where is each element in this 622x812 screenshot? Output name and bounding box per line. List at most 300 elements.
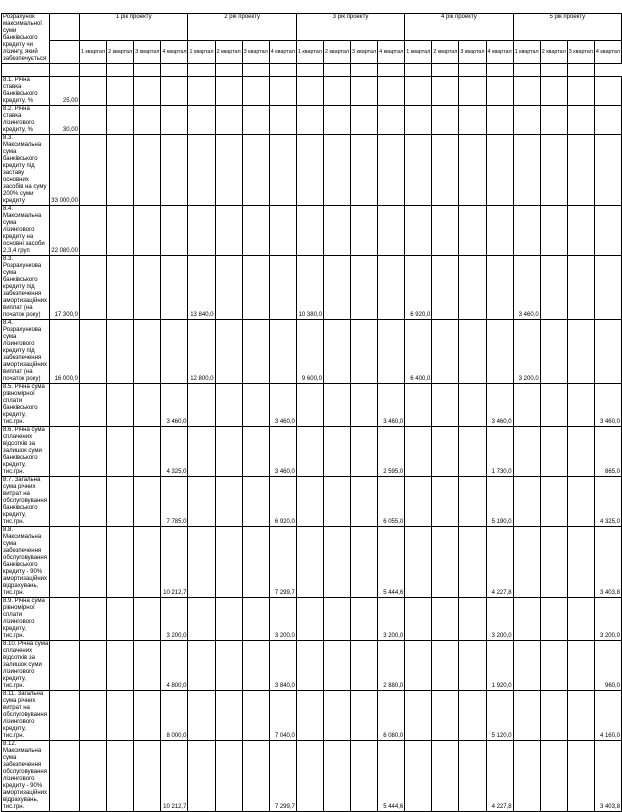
empty-cell — [134, 691, 161, 741]
empty-cell — [540, 477, 567, 527]
empty-cell — [215, 77, 242, 106]
empty-cell — [188, 741, 215, 812]
empty-cell — [513, 477, 540, 527]
empty-cell — [134, 598, 161, 641]
empty-cell — [107, 598, 134, 641]
empty-cell — [79, 691, 106, 741]
empty-cell — [351, 427, 378, 477]
value-cell: 5 120,0 — [486, 691, 513, 741]
empty-cell — [161, 135, 188, 206]
empty-cell — [432, 598, 459, 641]
empty-cell — [215, 320, 242, 384]
empty-cell — [513, 598, 540, 641]
empty-cell — [405, 598, 432, 641]
empty-cell — [188, 77, 215, 106]
empty-cell — [567, 477, 594, 527]
quarter-header: 3 квартал — [459, 41, 486, 64]
empty-cell — [540, 598, 567, 641]
empty-cell — [432, 77, 459, 106]
empty-cell — [459, 320, 486, 384]
empty-cell — [296, 384, 323, 427]
base-value-cell — [50, 527, 80, 598]
empty-cell — [79, 135, 106, 206]
quarter-header: 1 квартал — [513, 41, 540, 64]
value-cell: 865,0 — [594, 427, 621, 477]
value-cell: 2 880,0 — [378, 641, 405, 691]
empty-cell — [215, 427, 242, 477]
base-value-cell: 17 300,0 — [50, 256, 80, 320]
empty-cell — [513, 427, 540, 477]
empty-cell — [459, 477, 486, 527]
empty-cell — [323, 527, 350, 598]
base-value-cell — [50, 641, 80, 691]
empty-cell — [323, 206, 350, 256]
empty-cell — [351, 477, 378, 527]
empty-cell — [378, 206, 405, 256]
quarter-header: 1 квартал — [79, 41, 106, 64]
quarter-header: 1 квартал — [188, 41, 215, 64]
empty-cell — [459, 77, 486, 106]
base-value-cell — [50, 384, 80, 427]
empty-cell — [296, 598, 323, 641]
empty-cell — [540, 384, 567, 427]
empty-cell — [161, 256, 188, 320]
empty-cell — [323, 256, 350, 320]
empty-cell — [107, 77, 134, 106]
value-cell: 8 000,0 — [161, 691, 188, 741]
empty-cell — [459, 384, 486, 427]
base-value-cell — [50, 741, 80, 812]
empty-cell — [540, 206, 567, 256]
empty-cell — [351, 598, 378, 641]
empty-cell — [107, 106, 134, 135]
empty-cell — [513, 77, 540, 106]
empty-cell — [432, 741, 459, 812]
empty-cell — [242, 527, 269, 598]
row-label: 8.7. Загальна сума річних витрат на обслуговування банківського кредиту, тис.грн. — [2, 477, 50, 527]
empty-cell — [540, 256, 567, 320]
row-label: 8.6. Річна сума сплачених відсотків за залишок суми банківського кредиту, тис.грн. — [2, 427, 50, 477]
empty-cell — [242, 691, 269, 741]
base-value-cell — [50, 427, 80, 477]
empty-cell — [134, 320, 161, 384]
empty-cell — [323, 741, 350, 812]
value-cell: 7 299,7 — [269, 527, 296, 598]
empty-cell — [215, 477, 242, 527]
empty-cell — [486, 135, 513, 206]
value-cell: 5 444,6 — [378, 527, 405, 598]
empty-cell — [242, 135, 269, 206]
quarter-header: 4 квартал — [269, 41, 296, 64]
empty-cell — [567, 427, 594, 477]
empty-cell — [459, 527, 486, 598]
empty-cell — [351, 527, 378, 598]
value-cell: 3 403,8 — [594, 527, 621, 598]
empty-cell — [323, 77, 350, 106]
empty-cell — [107, 641, 134, 691]
empty-cell — [50, 64, 80, 77]
empty-cell — [513, 741, 540, 812]
value-cell: 3 200,0 — [161, 598, 188, 641]
empty-cell — [188, 384, 215, 427]
empty-cell — [242, 320, 269, 384]
empty-cell — [432, 527, 459, 598]
empty-cell — [513, 384, 540, 427]
empty-cell — [594, 135, 621, 206]
empty-cell — [540, 691, 567, 741]
value-cell: 3 460,0 — [269, 384, 296, 427]
empty-cell — [242, 256, 269, 320]
credit-calculation-table — [1, 13, 622, 812]
empty-cell — [188, 427, 215, 477]
empty-cell — [459, 427, 486, 477]
empty-cell — [188, 206, 215, 256]
empty-cell — [242, 77, 269, 106]
empty-cell — [134, 256, 161, 320]
empty-cell — [540, 641, 567, 691]
empty-cell — [540, 135, 567, 206]
empty-cell — [188, 598, 215, 641]
empty-cell — [79, 206, 106, 256]
empty-cell — [567, 64, 594, 77]
empty-cell — [79, 641, 106, 691]
row-label: 8.12. Максимальна сума забезпечення обслуговування лізингового кредиту - 90% амортизаційних відрахувань, тис.грн. — [2, 741, 50, 812]
empty-cell — [242, 641, 269, 691]
empty-cell — [486, 64, 513, 77]
empty-cell — [161, 64, 188, 77]
empty-cell — [242, 206, 269, 256]
empty-cell — [432, 256, 459, 320]
empty-cell — [134, 427, 161, 477]
row-label: 8.1. Річна ставка банківського кредиту, % — [2, 77, 50, 106]
empty-cell — [79, 320, 106, 384]
empty-cell — [405, 206, 432, 256]
empty-cell — [242, 106, 269, 135]
empty-cell — [79, 64, 106, 77]
year-header: 1 рік проекту — [79, 14, 188, 41]
empty-cell — [486, 77, 513, 106]
quarter-header: 3 квартал — [242, 41, 269, 64]
header-spacer — [50, 41, 80, 64]
empty-cell — [459, 256, 486, 320]
value-cell: 10 212,7 — [161, 741, 188, 812]
value-cell: 3 460,0 — [486, 384, 513, 427]
row-label: 8.5. Річна сума рівномірної сплати банківського кредиту, тис.грн. — [2, 384, 50, 427]
empty-cell — [107, 384, 134, 427]
empty-cell — [540, 427, 567, 477]
value-cell: 9 600,0 — [296, 320, 323, 384]
year-header: 3 рік проекту — [296, 14, 404, 41]
empty-cell — [296, 206, 323, 256]
empty-cell — [405, 641, 432, 691]
quarter-header: 4 квартал — [594, 41, 621, 64]
empty-cell — [215, 384, 242, 427]
quarter-header: 2 квартал — [540, 41, 567, 64]
empty-cell — [540, 64, 567, 77]
empty-cell — [432, 206, 459, 256]
empty-cell — [405, 527, 432, 598]
empty-cell — [134, 206, 161, 256]
empty-cell — [242, 384, 269, 427]
empty-cell — [188, 641, 215, 691]
empty-cell — [432, 641, 459, 691]
value-cell: 4 227,8 — [486, 527, 513, 598]
empty-cell — [432, 64, 459, 77]
value-cell: 960,0 — [594, 641, 621, 691]
value-cell: 12 800,0 — [188, 320, 215, 384]
empty-cell — [486, 320, 513, 384]
empty-cell — [242, 598, 269, 641]
empty-cell — [594, 256, 621, 320]
empty-cell — [459, 598, 486, 641]
value-cell: 7 040,0 — [269, 691, 296, 741]
empty-cell — [161, 206, 188, 256]
empty-cell — [405, 135, 432, 206]
header-spacer — [50, 14, 80, 41]
empty-cell — [405, 427, 432, 477]
empty-cell — [351, 206, 378, 256]
empty-cell — [432, 691, 459, 741]
empty-cell — [188, 477, 215, 527]
row-label: 8.10. Річна сума сплачених відсотків за залишок суми лізингового кредиту, тис.грн. — [3, 641, 49, 689]
empty-cell — [215, 256, 242, 320]
empty-cell — [161, 320, 188, 384]
empty-cell — [215, 64, 242, 77]
empty-cell — [215, 641, 242, 691]
base-value-cell — [50, 477, 80, 527]
value-cell: 3 460,0 — [378, 384, 405, 427]
empty-cell — [540, 320, 567, 384]
empty-cell — [79, 741, 106, 812]
row-label: 8.8. Максимальна сума забезпечення обслуговування банківського кредиту - 90% амортизаційних відрахувань, тис.грн. — [2, 527, 50, 598]
empty-cell — [107, 477, 134, 527]
empty-cell — [432, 135, 459, 206]
empty-cell — [323, 477, 350, 527]
empty-cell — [432, 427, 459, 477]
empty-cell — [2, 64, 50, 77]
empty-cell — [378, 320, 405, 384]
value-cell: 6 080,0 — [378, 691, 405, 741]
value-cell: 4 160,0 — [594, 691, 621, 741]
empty-cell — [188, 64, 215, 77]
empty-cell — [567, 741, 594, 812]
empty-cell — [296, 77, 323, 106]
base-value-cell: 30,00 — [50, 106, 80, 135]
empty-cell — [540, 741, 567, 812]
empty-cell — [378, 135, 405, 206]
empty-cell — [351, 256, 378, 320]
empty-cell — [513, 106, 540, 135]
empty-cell — [323, 135, 350, 206]
empty-cell — [351, 384, 378, 427]
value-cell: 7 299,7 — [269, 741, 296, 812]
empty-cell — [567, 527, 594, 598]
empty-cell — [351, 641, 378, 691]
empty-cell — [269, 256, 296, 320]
empty-cell — [323, 691, 350, 741]
empty-cell — [215, 106, 242, 135]
empty-cell — [188, 135, 215, 206]
value-cell: 3 460,0 — [594, 384, 621, 427]
empty-cell — [432, 320, 459, 384]
empty-cell — [567, 691, 594, 741]
empty-cell — [486, 256, 513, 320]
empty-cell — [405, 691, 432, 741]
empty-cell — [79, 256, 106, 320]
quarter-header: 2 квартал — [107, 41, 134, 64]
row-label: 8.4. Максимальна сума лізингового кредиту на основні засоби 2,3,4 груп — [2, 206, 50, 256]
empty-cell — [79, 598, 106, 641]
base-value-cell — [50, 691, 80, 741]
empty-cell — [296, 427, 323, 477]
empty-cell — [405, 384, 432, 427]
row-label: 8.11. Загальна сума річних витрат на обслуговування лізингового кредиту, тис.грн. — [2, 691, 50, 741]
empty-cell — [567, 135, 594, 206]
quarter-header: 4 квартал — [161, 41, 188, 64]
empty-cell — [459, 64, 486, 77]
empty-cell — [107, 64, 134, 77]
empty-cell — [134, 741, 161, 812]
quarter-header: 4 квартал — [378, 41, 405, 64]
row-label: 8.3. Розрахункова сума банківського кредиту під забезпечення амортизаційних виплат (на початок року) — [2, 256, 50, 320]
quarter-header: 1 квартал — [405, 41, 432, 64]
empty-cell — [405, 77, 432, 106]
value-cell: 5 190,0 — [486, 477, 513, 527]
base-value-cell: 22 080,00 — [50, 206, 80, 256]
value-cell: 5 444,6 — [378, 741, 405, 812]
empty-cell — [378, 106, 405, 135]
empty-cell — [513, 641, 540, 691]
value-cell: 13 840,0 — [188, 256, 215, 320]
empty-cell — [188, 691, 215, 741]
empty-cell — [296, 527, 323, 598]
empty-cell — [459, 741, 486, 812]
value-cell: 3 200,0 — [513, 320, 540, 384]
value-cell: 3 460,0 — [513, 256, 540, 320]
value-cell: 4 325,0 — [161, 427, 188, 477]
empty-cell — [134, 64, 161, 77]
empty-cell — [486, 106, 513, 135]
empty-cell — [269, 206, 296, 256]
quarter-header: 3 квартал — [134, 41, 161, 64]
empty-cell — [296, 135, 323, 206]
quarter-header: 3 квартал — [351, 41, 378, 64]
empty-cell — [513, 64, 540, 77]
empty-cell — [351, 691, 378, 741]
empty-cell — [432, 477, 459, 527]
empty-cell — [351, 320, 378, 384]
value-cell: 2 595,0 — [378, 427, 405, 477]
value-cell: 6 400,0 — [405, 320, 432, 384]
base-value-cell: 16 000,0 — [50, 320, 80, 384]
empty-cell — [269, 106, 296, 135]
base-value-cell: 25,00 — [50, 77, 80, 106]
empty-cell — [323, 641, 350, 691]
empty-cell — [378, 64, 405, 77]
empty-cell — [513, 135, 540, 206]
empty-cell — [378, 77, 405, 106]
value-cell: 3 200,0 — [269, 598, 296, 641]
empty-cell — [567, 320, 594, 384]
empty-cell — [459, 106, 486, 135]
value-cell: 6 920,0 — [405, 256, 432, 320]
empty-cell — [188, 106, 215, 135]
empty-cell — [323, 427, 350, 477]
row-label: 8.3. Максимальна сума банківського кредиту під заставу основних засобів на суму 200% суми кредиту — [2, 135, 50, 206]
empty-cell — [296, 477, 323, 527]
value-cell: 3 403,8 — [594, 741, 621, 812]
empty-cell — [567, 384, 594, 427]
empty-cell — [269, 64, 296, 77]
empty-cell — [405, 477, 432, 527]
empty-cell — [323, 64, 350, 77]
empty-cell — [134, 527, 161, 598]
base-value-cell: 33 000,00 — [50, 135, 80, 206]
empty-cell — [513, 691, 540, 741]
row-label: 8.4. Розрахункова сума лізингового кредиту під забезпечення амортизаційних виплат (на початок року) — [2, 320, 50, 384]
empty-cell — [79, 477, 106, 527]
empty-cell — [567, 256, 594, 320]
empty-cell — [296, 741, 323, 812]
empty-cell — [351, 64, 378, 77]
value-cell: 6 920,0 — [269, 477, 296, 527]
empty-cell — [107, 135, 134, 206]
quarter-header: 1 квартал — [296, 41, 323, 64]
empty-cell — [323, 106, 350, 135]
empty-cell — [594, 77, 621, 106]
empty-cell — [594, 206, 621, 256]
empty-cell — [323, 320, 350, 384]
year-header: 5 рік проекту — [513, 14, 621, 41]
value-cell: 10 212,7 — [161, 527, 188, 598]
quarter-header: 2 квартал — [323, 41, 350, 64]
base-value-cell — [50, 598, 80, 641]
empty-cell — [567, 598, 594, 641]
empty-cell — [134, 384, 161, 427]
empty-cell — [296, 691, 323, 741]
empty-cell — [79, 527, 106, 598]
empty-cell — [269, 320, 296, 384]
empty-cell — [107, 427, 134, 477]
value-cell: 6 055,0 — [378, 477, 405, 527]
empty-cell — [79, 384, 106, 427]
empty-cell — [161, 77, 188, 106]
row-label: 8.9. Річна сума рівномірної сплати лізингового кредиту, тис.грн. — [2, 598, 50, 641]
empty-cell — [107, 256, 134, 320]
empty-cell — [188, 527, 215, 598]
empty-cell — [134, 106, 161, 135]
value-cell: 3 460,0 — [269, 427, 296, 477]
empty-cell — [405, 741, 432, 812]
empty-cell — [405, 64, 432, 77]
row-label: 8.2. Річна ставка лізингового кредиту, % — [2, 106, 50, 135]
empty-cell — [269, 77, 296, 106]
empty-cell — [459, 691, 486, 741]
quarter-header: 3 квартал — [567, 41, 594, 64]
empty-cell — [107, 741, 134, 812]
empty-cell — [79, 77, 106, 106]
value-cell: 3 200,0 — [378, 598, 405, 641]
empty-cell — [513, 527, 540, 598]
empty-cell — [107, 691, 134, 741]
empty-cell — [540, 106, 567, 135]
empty-cell — [432, 384, 459, 427]
empty-cell — [405, 106, 432, 135]
empty-cell — [107, 527, 134, 598]
empty-cell — [351, 77, 378, 106]
empty-cell — [296, 641, 323, 691]
value-cell: 3 460,0 — [161, 384, 188, 427]
